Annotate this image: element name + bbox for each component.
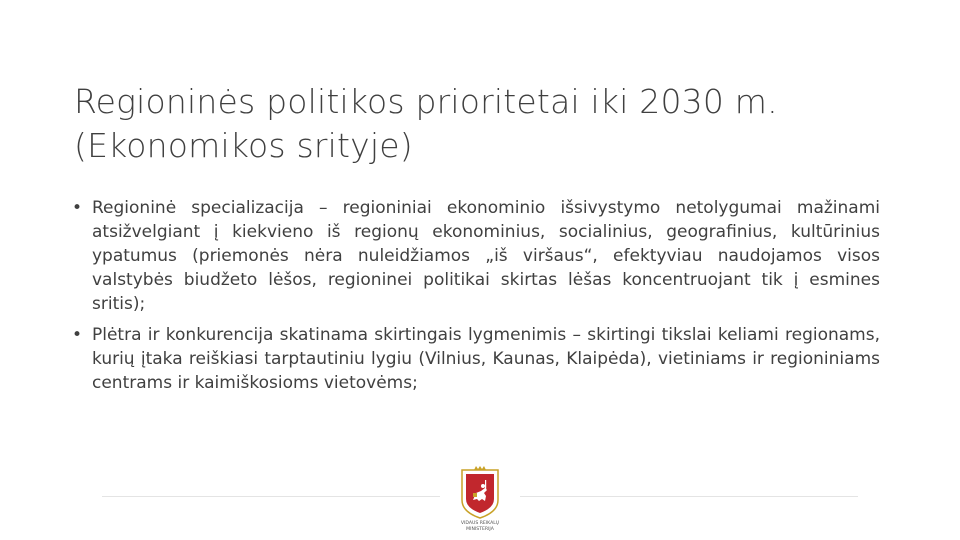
logo-caption-line-2: MINISTERIJA — [466, 527, 494, 532]
title-line-1: Regioninės politikos prioritetai iki 2030 m. — [74, 82, 778, 121]
bullet-text: Plėtra ir konkurencija skatinama skirtingais lygmenimis – skirtingi tikslai keliami regionams, kurių įtaka reiškiasi tarptautiniu lygiu (Vilnius, Kaunas, Klaipėda), vietiniams ir regioniniams centrams ir kaimiškosioms vietovėms; — [92, 325, 880, 393]
lithuanian-coat-of-arms-icon — [440, 466, 520, 532]
slide-title — [74, 80, 894, 168]
bullet-list — [72, 196, 880, 402]
bullet-item-development-competition — [72, 323, 880, 395]
bullet-marker: • — [72, 325, 83, 345]
bullet-item-regional-specialization — [72, 196, 880, 316]
logo-caption-line-1: VIDAUS REIKALŲ — [460, 521, 500, 526]
title-line-2: (Ekonomikos srityje) — [74, 126, 413, 165]
ministry-logo — [440, 466, 520, 532]
bullet-text: Regioninė specializacija – regioniniai ekonominio išsivystymo netolygumai mažinami atsižvelgiant į kiekvieno iš regionų ekonominius, socialinius, geografinius, kultūrinius ypatumus (priemonės nėra nuleidžiamos „iš viršaus“, efektyviau naudojamos visos valstybės biudžeto lėšos, regioninei politikai skirtas lėšas koncentruojant tik į esmines sritis); — [92, 198, 880, 314]
bullet-marker: • — [72, 198, 83, 218]
